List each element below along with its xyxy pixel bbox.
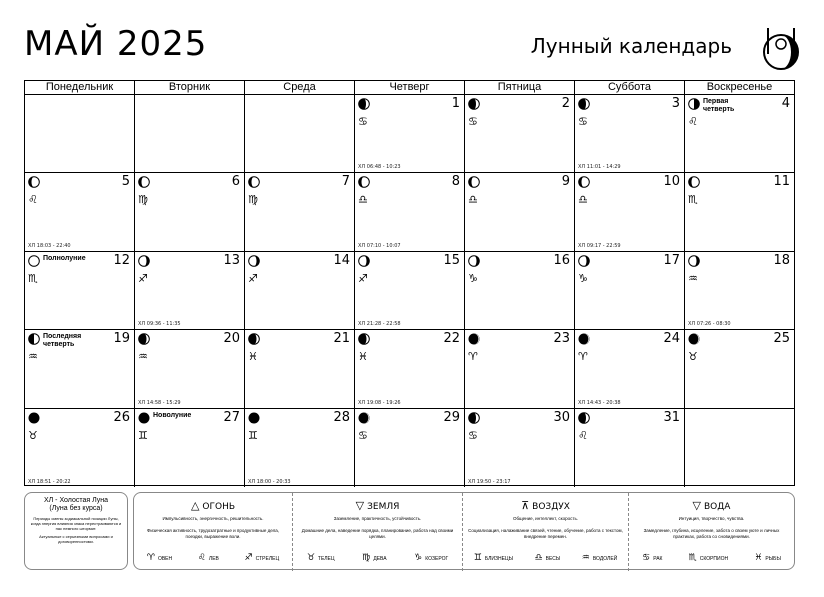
day-number: 31 (663, 409, 680, 425)
empty-cell (245, 95, 355, 173)
day-cell (575, 95, 685, 173)
day-number: 25 (773, 331, 790, 347)
day-cell (25, 330, 135, 408)
element-title: ▽ ЗЕМЛЯ (355, 499, 400, 512)
day-number: 16 (553, 252, 570, 268)
element-description: Импульсивность, энергичность, решительность. Физическая активность, трудозатратные и продуктивные дела, поездки, выражение воли. (147, 516, 279, 539)
xl-period: ХЛ 14:58 - 15:29 (138, 399, 181, 406)
day-number: 18 (773, 252, 790, 268)
zodiac-sign-icon: ♋ (642, 553, 651, 563)
element-description: Интуиция, творчество, чувства. Замедление, глубина, исцеление, забота о своем уюте и личных практиках, работа со сновидениями. (643, 516, 780, 539)
moon-phase-icon (688, 176, 700, 188)
zodiac-entry: ♓ РЫБЫ (754, 553, 781, 563)
element-2 (292, 493, 462, 571)
zodiac-sign-icon: ♏ (688, 553, 697, 563)
zodiac-entry: ♏ СКОРПИОН (688, 553, 729, 563)
day-number: 5 (121, 174, 130, 190)
moon-phase-icon (248, 333, 260, 345)
legend-xl-text: Периоды смены зодиакальной позиции Луны, когда энергия влияния знака перестраиваются и нас немного штормит. (30, 516, 122, 531)
xl-period: ХЛ 09:17 - 22:59 (578, 242, 621, 249)
day-cell (135, 173, 245, 251)
moon-phase-icon (578, 333, 590, 345)
weekday-header: Воскресенье (685, 81, 794, 95)
moon-phase-icon (468, 98, 480, 110)
moon-phase-icon (138, 412, 150, 424)
day-number: 1 (451, 96, 460, 111)
zodiac-entry: ♊ БЛИЗНЕЦЫ (473, 553, 514, 563)
zodiac-sign-icon: ♒ (688, 271, 698, 285)
day-number: 13 (223, 252, 240, 268)
moon-phase-icon (468, 176, 480, 188)
zodiac-sign-icon: ♈ (468, 350, 478, 364)
moon-phase-icon (248, 412, 260, 424)
zodiac-entry: ♈ ОВЕН (146, 553, 173, 563)
day-number: 9 (561, 174, 570, 190)
phase-label: Новолуние (153, 411, 192, 419)
zodiac-sign-icon: ♎ (468, 193, 478, 207)
zodiac-entry: ♎ ВЕСЫ (534, 553, 561, 563)
moon-phase-icon (28, 176, 40, 188)
day-number: 23 (553, 331, 570, 347)
zodiac-sign-icon: ♋ (468, 115, 478, 128)
day-cell (465, 252, 575, 330)
zodiac-entry: ♒ ВОДОЛЕЙ (581, 553, 618, 563)
day-cell (355, 95, 465, 173)
element-title: ▽ ВОДА (692, 499, 731, 512)
day-cell (575, 330, 685, 408)
day-number: 24 (663, 331, 680, 347)
day-cell (25, 173, 135, 251)
moon-logo-icon (758, 24, 804, 76)
day-cell (245, 173, 355, 251)
xl-period: ХЛ 11:01 - 14:29 (578, 164, 621, 171)
zodiac-sign-icon: ♍ (362, 553, 371, 563)
zodiac-sign-icon: ♌ (197, 553, 206, 563)
day-number: 2 (561, 96, 570, 111)
moon-phase-icon (688, 98, 700, 110)
empty-cell (685, 409, 794, 487)
phase-label: Первая четверть (703, 98, 735, 113)
zodiac-sign-icon: ♎ (358, 193, 368, 207)
element-title: ⊼ ВОЗДУХ (521, 499, 570, 512)
zodiac-sign-icon: ♏ (28, 271, 38, 285)
zodiac-sign-icon: ♊ (473, 553, 482, 563)
day-number: 28 (333, 409, 350, 425)
zodiac-sign-icon: ♍ (248, 193, 258, 207)
zodiac-entry: ♌ ЛЕВ (197, 553, 219, 563)
day-cell (245, 409, 355, 487)
zodiac-sign-icon: ♐ (244, 553, 253, 563)
moon-phase-icon (358, 412, 370, 424)
empty-cell (135, 95, 245, 173)
day-number: 14 (333, 252, 350, 268)
element-4 (628, 493, 794, 571)
xl-period: ХЛ 18:00 - 20:33 (248, 478, 291, 485)
day-cell (25, 409, 135, 487)
zodiac-sign-icon: ♋ (578, 115, 588, 128)
zodiac-sign-icon: ♑ (414, 553, 423, 563)
day-cell (135, 330, 245, 408)
moon-phase-icon (28, 255, 40, 267)
zodiac-sign-icon: ♋ (358, 115, 368, 128)
moon-phase-icon (28, 333, 40, 345)
empty-cell (25, 95, 135, 173)
moon-phase-icon (468, 255, 480, 267)
zodiac-sign-icon: ♐ (138, 271, 148, 285)
zodiac-sign-icon: ♌ (28, 193, 38, 207)
moon-phase-icon (138, 255, 150, 267)
day-cell (135, 409, 245, 487)
day-cell (685, 252, 794, 330)
zodiac-sign-icon: ♏ (688, 193, 698, 207)
xl-period: ХЛ 07:26 - 08:30 (688, 321, 731, 328)
moon-phase-icon (248, 176, 260, 188)
day-cell (575, 252, 685, 330)
weekday-header: Пятница (465, 81, 575, 95)
day-cell (355, 173, 465, 251)
zodiac-sign-icon: ♌ (578, 428, 588, 442)
xl-period: ХЛ 18:03 - 22:40 (28, 242, 71, 249)
day-number: 10 (663, 174, 680, 190)
moon-phase-icon (138, 333, 150, 345)
day-number: 6 (231, 174, 240, 190)
zodiac-sign-icon: ♎ (534, 553, 543, 563)
element-triangle-icon: △ (190, 499, 200, 512)
zodiac-sign-icon: ♈ (146, 553, 155, 563)
legend-xl-box (24, 492, 128, 570)
weekday-header: Четверг (355, 81, 465, 95)
day-number: 8 (451, 174, 460, 190)
zodiac-sign-icon: ♐ (358, 271, 368, 285)
day-cell (25, 252, 135, 330)
weekday-header: Среда (245, 81, 355, 95)
phase-label: Полнолуние (43, 254, 86, 262)
day-number: 11 (773, 174, 790, 190)
moon-phase-icon (358, 255, 370, 267)
zodiac-sign-icon: ♋ (468, 428, 478, 442)
day-number: 21 (333, 331, 350, 347)
day-number: 3 (671, 96, 680, 111)
zodiac-sign-icon: ♉ (28, 428, 38, 442)
zodiac-sign-icon: ♊ (248, 428, 258, 442)
zodiac-sign-icon: ♍ (138, 193, 148, 207)
zodiac-entry: ♋ РАК (642, 553, 663, 563)
element-triangle-icon: ⊼ (521, 499, 530, 512)
moon-phase-icon (358, 333, 370, 345)
day-cell (575, 409, 685, 487)
day-number: 15 (443, 252, 460, 268)
zodiac-entry: ♉ ТЕЛЕЦ (306, 553, 335, 563)
xl-period: ХЛ 21:28 - 22:58 (358, 321, 401, 328)
moon-phase-icon (688, 255, 700, 267)
page-title: МАЙ 2025 (24, 24, 208, 64)
day-cell (575, 173, 685, 251)
xl-period: ХЛ 18:51 - 20:22 (28, 478, 71, 485)
weekday-header: Суббота (575, 81, 685, 95)
zodiac-sign-icon: ♒ (28, 350, 38, 364)
zodiac-sign-icon: ♐ (248, 271, 258, 285)
zodiac-sign-icon: ♈ (578, 350, 588, 364)
xl-period: ХЛ 19:50 - 23:17 (468, 478, 511, 485)
day-cell (355, 330, 465, 408)
moon-phase-icon (578, 412, 590, 424)
zodiac-sign-icon: ♑ (468, 271, 478, 285)
xl-period: ХЛ 14:43 - 20:38 (578, 399, 621, 406)
day-number: 19 (113, 331, 130, 347)
xl-period: ХЛ 06:48 - 10:23 (358, 164, 401, 171)
zodiac-sign-icon: ♓ (248, 350, 258, 364)
day-number: 30 (553, 409, 570, 425)
calendar-grid (24, 80, 795, 486)
zodiac-sign-icon: ♎ (578, 193, 588, 207)
xl-period: ХЛ 19:08 - 19:26 (358, 399, 401, 406)
day-cell (355, 409, 465, 487)
weekday-header: Понедельник (25, 81, 135, 95)
moon-phase-icon (358, 98, 370, 110)
element-title: △ ОГОНЬ (190, 499, 236, 512)
element-triangle-icon: ▽ (692, 499, 701, 512)
moon-phase-icon (468, 412, 480, 424)
day-number: 29 (443, 409, 460, 425)
day-number: 22 (443, 331, 460, 347)
moon-phase-icon (138, 176, 150, 188)
element-description: Заземление, практичность, устойчивость. Домашние дела, наведение порядка, планирование, работа над своими целями. (301, 516, 454, 539)
day-number: 17 (663, 252, 680, 268)
day-cell (465, 173, 575, 251)
moon-phase-icon (578, 255, 590, 267)
phase-label: Последняя четверть (43, 333, 82, 349)
zodiac-sign-icon: ♓ (358, 350, 368, 364)
weekday-header: Вторник (135, 81, 245, 95)
zodiac-sign-icon: ♒ (138, 350, 148, 364)
zodiac-sign-icon: ♊ (138, 428, 148, 442)
day-number: 4 (781, 96, 790, 111)
day-cell (355, 252, 465, 330)
zodiac-entry: ♍ ДЕВА (362, 553, 387, 563)
day-cell (465, 330, 575, 408)
element-triangle-icon: ▽ (355, 499, 365, 512)
xl-period: ХЛ 09:36 - 11:35 (138, 321, 181, 328)
day-number: 7 (341, 174, 350, 190)
day-cell (685, 173, 794, 251)
element-description: Общение, интеллект, скорость. Социализация, налаживание связей, чтение, обучение, работа с текстом, внедрение перемен. (468, 516, 623, 539)
day-cell (465, 95, 575, 173)
day-cell (245, 330, 355, 408)
legend-xl-title: ХЛ - Холостая Луна (Луна без курса) (43, 497, 109, 512)
day-cell (685, 95, 794, 173)
elements-legend (133, 492, 795, 570)
moon-phase-icon (468, 333, 480, 345)
moon-phase-icon (248, 255, 260, 267)
day-cell (465, 409, 575, 487)
day-number: 27 (223, 409, 240, 425)
zodiac-sign-icon: ♒ (581, 553, 590, 563)
moon-phase-icon (28, 412, 40, 424)
moon-phase-icon (578, 176, 590, 188)
zodiac-sign-icon: ♑ (578, 271, 588, 285)
zodiac-sign-icon: ♌ (688, 115, 698, 128)
moon-phase-icon (688, 333, 700, 345)
day-number: 26 (113, 409, 130, 425)
element-3 (462, 493, 628, 571)
zodiac-sign-icon: ♓ (754, 553, 763, 563)
zodiac-sign-icon: ♋ (358, 428, 368, 442)
legend-xl-note: Актуальные с серьезными вопросами и договоренностями. (39, 534, 113, 544)
day-cell (245, 252, 355, 330)
moon-phase-icon (578, 98, 590, 110)
zodiac-sign-icon: ♉ (306, 553, 315, 563)
zodiac-entry: ♑ КОЗЕРОГ (414, 553, 449, 563)
page-subtitle: Лунный календарь (530, 34, 732, 58)
xl-period: ХЛ 07:10 - 10:07 (358, 242, 401, 249)
day-cell (685, 330, 794, 408)
zodiac-sign-icon: ♉ (688, 350, 698, 364)
zodiac-entry: ♐ СТРЕЛЕЦ (244, 553, 280, 563)
day-number: 12 (113, 252, 130, 268)
element-1 (134, 493, 292, 571)
moon-phase-icon (358, 176, 370, 188)
day-number: 20 (223, 331, 240, 347)
day-cell (135, 252, 245, 330)
